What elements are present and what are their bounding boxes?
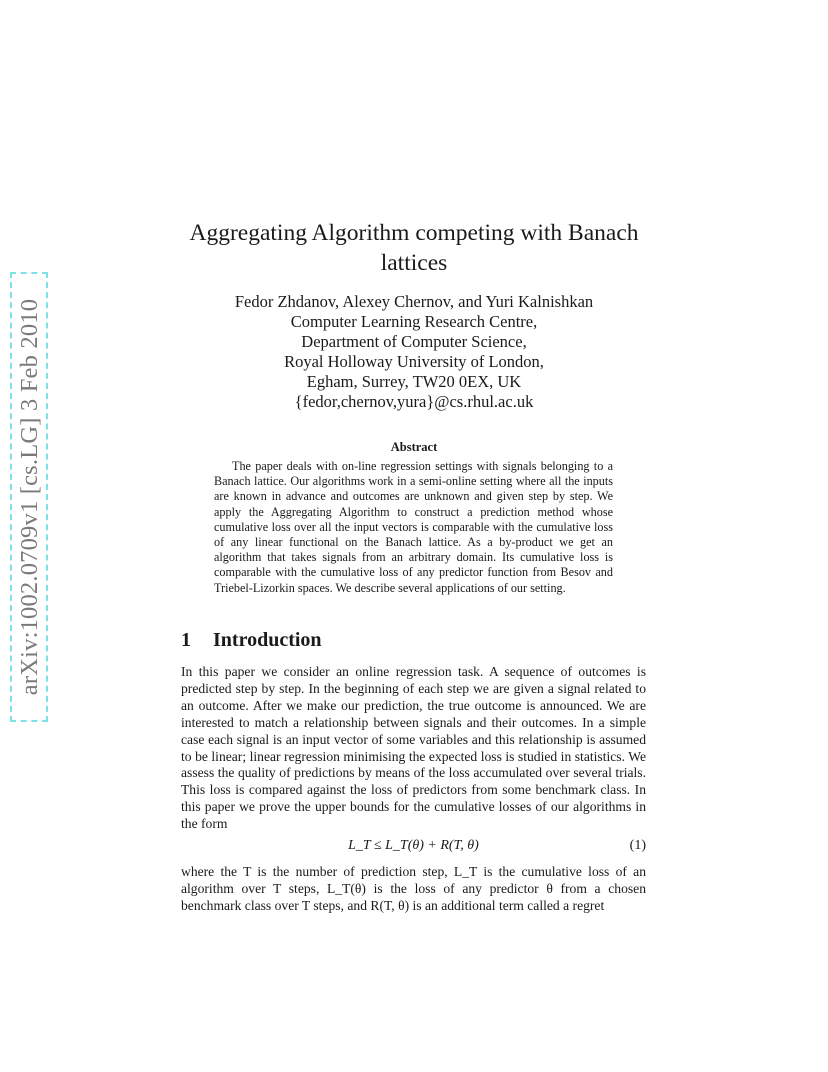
paper-title-line1: Aggregating Algorithm competing with Banach	[189, 220, 639, 246]
paper-title	[150, 218, 678, 278]
affiliation-line: Royal Holloway University of London,	[284, 352, 544, 371]
abstract-heading: Abstract	[390, 440, 438, 454]
equation-number: (1)	[629, 838, 646, 853]
section-number: 1	[181, 629, 191, 651]
intro-paragraph-1: In this paper we consider an online regression task. A sequence of outcomes is predicted step by step. In the beginning of each step we are given a signal related to an outcome. After we make our prediction, the true outcome is announced. We are interested to match a relationship between signals and their outcomes. In a simple case each signal is an input vector of some variables and this relationship is assumed to be linear; linear regression minimising the expected loss is studied in statistics. We assess the quality of predictions by means of the loss accumulated over several trials. This loss is compared against the loss of predictors from some benchmark class. In this paper we prove the upper bounds for the cumulative losses of our algorithms in the form	[181, 664, 646, 832]
equation-1	[181, 838, 646, 856]
paper-title-line2: lattices	[380, 250, 448, 276]
section-title: Introduction	[213, 629, 322, 651]
abstract-text: The paper deals with on-line regression settings with signals belonging to a Banach lattice. Our algorithms work in a semi-online setting where all the inputs are known in advance and outcomes are unknown and given step by step. We apply the Aggregating Algorithm to construct a prediction method whose cumulative loss over all the input vectors is comparable with the cumulative loss of any linear functional on the Banach lattice. As a by-product we get an algorithm that takes signals from an arbitrary domain. Its cumulative loss is comparable with the cumulative loss of any predictor function from Besov and Triebel-Lizorkin spaces. We describe several applications of our setting.	[214, 459, 613, 595]
affiliation-line: Department of Computer Science,	[301, 332, 527, 351]
equation-body: L_T ≤ L_T(θ) + R(T, θ)	[348, 838, 479, 853]
arxiv-stamp-text: arXiv:1002.0709v1 [cs.LG] 3 Feb 2010	[16, 298, 43, 696]
author-names: Fedor Zhdanov, Alexey Chernov, and Yuri Kalnishkan	[234, 292, 594, 311]
affiliation-line: Computer Learning Research Centre,	[290, 312, 538, 331]
author-email: {fedor,chernov,yura}@cs.rhul.ac.uk	[294, 392, 534, 411]
arxiv-stamp	[8, 272, 52, 722]
author-block	[150, 292, 678, 412]
section-heading	[181, 629, 322, 652]
intro-paragraph-2: where the T is the number of prediction step, L_T is the cumulative loss of an algorithm over T steps, L_T(θ) is the loss of any predictor θ from a chosen benchmark class over T steps, and R(T, θ) is an additional term called a regret	[181, 864, 646, 913]
affiliation-line: Egham, Surrey, TW20 0EX, UK	[306, 372, 522, 391]
